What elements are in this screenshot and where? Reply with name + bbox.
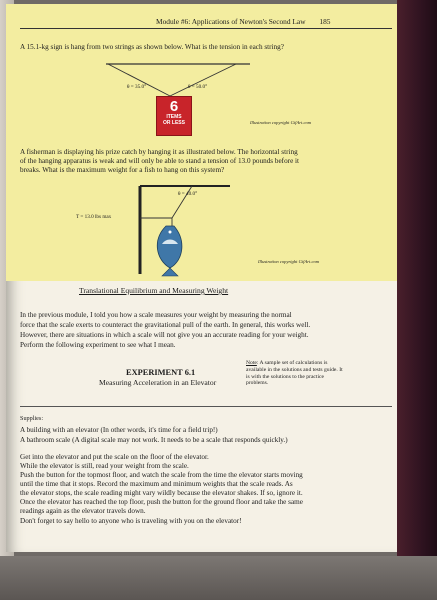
step-1: Get into the elevator and put the scale on the floor of the elevator. (20, 453, 209, 461)
angle-left-label: θ = 35.0° (127, 84, 147, 90)
problem-2-line-3: breaks. What is the maximum weight for a fish to hang on this system? (20, 166, 225, 174)
left-string (108, 64, 170, 96)
step-5-line-2: readings again as the elevator travels down. (20, 507, 146, 515)
step-3-line-2: until the time that it stops. Record the maximum and minimum weights that the scale reads. As (20, 480, 293, 488)
experiment-rule (20, 406, 392, 407)
experiment-title: EXPERIMENT 6.1 (126, 368, 196, 377)
book-cover-edge (397, 0, 437, 600)
section-line-2: force that the scale exerts to counteract the gravitational pull of the earth. In general, this works well. (20, 321, 311, 329)
problem-2-line-2: of the hanging apparatus is weak and will only be able to stand a tension of 13.0 pounds before it (20, 157, 300, 165)
fish-angle-label: θ = 40.0° (178, 191, 198, 197)
experiment-note (246, 360, 346, 387)
note-label: Note (246, 360, 257, 366)
experiment-subtitle: Measuring Acceleration in an Elevator (99, 378, 217, 387)
supplies-heading: Supplies: (20, 415, 44, 422)
supply-item-2: A bathroom scale (A digital scale may not work. It needs to be a scale that responds quickly.) (20, 436, 288, 444)
book-page (6, 4, 397, 552)
illustration-credit-1: Illustration copyright GifArt.com (250, 120, 312, 125)
step-2: While the elevator is still, read your weight from the scale. (20, 462, 189, 470)
sign-text-or-less: OR LESS (163, 120, 185, 126)
items-sign (156, 96, 192, 136)
illustration-credit-2: Illustration copyright GifArt.com (258, 259, 320, 264)
right-string (170, 64, 236, 96)
section-title: Translational Equilibrium and Measuring Weight (79, 286, 229, 295)
sign-number: 6 (169, 98, 179, 115)
running-header (156, 17, 331, 26)
header-rule (20, 28, 392, 29)
sign-text-items: ITEMS (166, 114, 182, 120)
problem-1-text: A 15.1-kg sign is hang from two strings as shown below. What is the tension in each string? (20, 43, 284, 51)
problem-2-line-1: A fisherman is displaying his prize catch by hanging it as illustrated below. The horizontal string (20, 148, 298, 156)
note-text: : A sample set of calculations is available in the solutions and tests guide. It is with the solutions to the practice problems. (246, 360, 343, 387)
step-6: Don't forget to say hello to anyone who is traveling with you on the elevator! (20, 517, 242, 525)
angle-right-label: θ = 50.0° (188, 84, 208, 90)
section-line-3: However, there are situations in which a scale will not give you an accurate reading for your weight. (20, 331, 309, 339)
step-4: the elevator stops, the scale reading might vary wildly because the elevator shakes. If so, ignore it. (20, 489, 303, 497)
table-surface (0, 556, 437, 600)
header-module-title: Module #6: Applications of Newton's Second Law (156, 17, 306, 26)
section-line-4: Perform the following experiment to see what I mean. (20, 341, 176, 349)
tension-label: T = 13.0 lbs max (76, 214, 112, 220)
fish-icon (157, 226, 182, 276)
step-5-line-1: Once the elevator has reached the top floor, push the button for the ground floor and take the same (20, 498, 303, 506)
step-3-line-1: Push the button for the topmost floor, and watch the scale from the time the elevator starts moving (20, 471, 303, 479)
section-line-1: In the previous module, I told you how a scale measures your weight by measuring the normal (20, 311, 292, 319)
page-number: 185 (319, 17, 331, 26)
supply-item-1: A building with an elevator (In other words, it's time for a field trip!) (20, 426, 218, 434)
